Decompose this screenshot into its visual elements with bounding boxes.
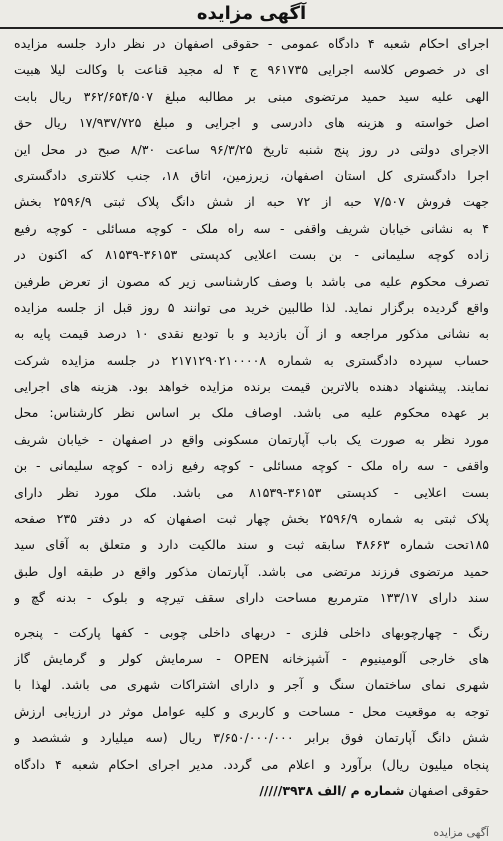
text-line: به نشانی مذکور مراجعه و از آن بازدید و با تودیع نقدی ۱۰ درصد قیمت پایه به	[14, 326, 489, 342]
text-line: اصل خواسته و هزینه های دادرسی و اجرایی و مبلغ ۱۷/۹۳۷/۷۲۵ ریال حق	[14, 115, 489, 131]
cut-off-heading: آگهی مزایده	[433, 826, 489, 839]
text-line: نمایند. پیشنهاد دهنده بالاترین قیمت برنده مزایده خواهد بود. هزینه های اجرایی	[14, 379, 489, 395]
text-line: شش دانگ آپارتمان فوق برابر ۳/۶۵۰/۰۰۰/۰۰۰ ریال (سه میلیارد و ششصد و	[14, 730, 489, 746]
text-line: پلاک ثبتی به شماره ۲۵۹۶/۹ بخش چهار ثبت اصفهان که در دفتر ۲۳۵ صفحه	[14, 511, 489, 527]
notice-title: آگهی مزایده	[196, 3, 307, 24]
text-line: ۴ به نشانی خیابان شریف واقفی - سه راه ملک - کوچه مسائلی - کوچه رفیع	[14, 220, 489, 236]
title-bar	[0, 0, 503, 29]
text-line: حساب سپرده دادگستری به شماره ۲۱۷۱۲۹۰۲۱۰۰۰۰۸ در جلسه مزایده شرکت	[14, 352, 489, 368]
text-line: های خارجی آلومینیوم - آشپزخانه OPEN - سرمایش کولر و گرمایش گاز	[14, 650, 489, 666]
closing-line	[14, 778, 489, 804]
text-line: واقع گردیده برگزار نماید. لذا طالبین خرید می توانند ۵ روز قبل از جلسه مزایده	[14, 299, 489, 315]
reference-number: شماره م /الف ۳۹۳۸/////	[259, 782, 405, 798]
text-line: رنگ - چهارچوبهای داخلی فلزی - دربهای داخلی چوبی - کفها پارکت - پنجره	[14, 624, 489, 640]
text-line: ای در خصوص کلاسه اجرایی ۹۶۱۷۳۵ ج ۴ له مجید قناعت با وکالت لیلا هبیت	[14, 62, 489, 78]
text-line: سند دارای ۱۳۳/۱۷ مترمربع مساحت دارای سقف تیرچه و بلوک - بدنه گچ و	[14, 590, 489, 606]
text-line: جهت فروش ۷/۵۰۷ حبه از ۷۲ حبه از شش دانگ پلاک ثبتی ۲۵۹۶/۹ بخش	[14, 194, 489, 210]
text-line: بر عهده محکوم علیه می باشد. اوصاف ملک بر اساس نظر کارشناس: محل	[14, 405, 489, 421]
text-line: تصرف محکوم علیه می باشد با وصف کارشناسی زیر که مصون از تعرض طرفین	[14, 273, 489, 289]
text-line: حمید مرتضوی فرزند مرتضی می باشد. آپارتمان مذکور واقع در طبقه اول طبق	[14, 563, 489, 579]
text-line: شهری نمای ساختمان سنگ و آجر و دارای اشتراکات شهری می باشد. لهذا با	[14, 677, 489, 693]
closing-prefix: حقوقی اصفهان	[408, 782, 489, 798]
text-line: توجه به موقعیت محل - مساحت و کاربری و کلیه عوامل موثر در ارزیابی ارزش	[14, 703, 489, 719]
text-line: بست اعلایی - کدپستی ۳۶۱۵۳-۸۱۵۳۹ می باشد. ملک مورد نظر دارای	[14, 484, 489, 500]
text-line: واقفی - سه راه ملک - کوچه مسائلی - کوچه رفیع زاده - کوچه سلیمانی - بن	[14, 458, 489, 474]
text-line: پنجاه میلیون ریال) برآورد و اعلام می گردد. مدیر اجرای احکام شعبه ۴ دادگاه	[14, 756, 489, 772]
text-line: اجرای احکام شعبه ۴ دادگاه عمومی - حقوقی اصفهان در نظر دارد جلسه مزایده	[14, 36, 489, 51]
column-gap	[14, 612, 489, 620]
text-line: ۱۸۵تحت شماره ۴۸۶۶۳ سابقه ثبت و سند مالکیت دارد و متعلق به آقای سید	[14, 537, 489, 553]
text-line: الاجرای دولتی در روز پنج شنبه تاریخ ۹۶/۳/۲۵ ساعت ۸/۳۰ صبح در محل این	[14, 141, 489, 157]
text-line: زاده کوچه سلیمانی - بن بست اعلایی کدپستی ۳۶۱۵۳-۸۱۵۳۹ که اکنون در	[14, 247, 489, 263]
notice-body	[14, 31, 489, 804]
text-line: الهی علیه سید حمید مرتضوی مبنی بر مطالبه مبلغ ۳۶۲/۶۵۴/۵۰۷ ریال بابت	[14, 88, 489, 104]
text-line: مورد نظر به صورت یک باب آپارتمان مسکونی واقع در اصفهان - خیابان شریف	[14, 431, 489, 447]
text-line: اجرا دادگستری کل استان اصفهان، زیرزمین، اتاق ۱۸، جنب کلانتری دادگستری	[14, 167, 489, 183]
